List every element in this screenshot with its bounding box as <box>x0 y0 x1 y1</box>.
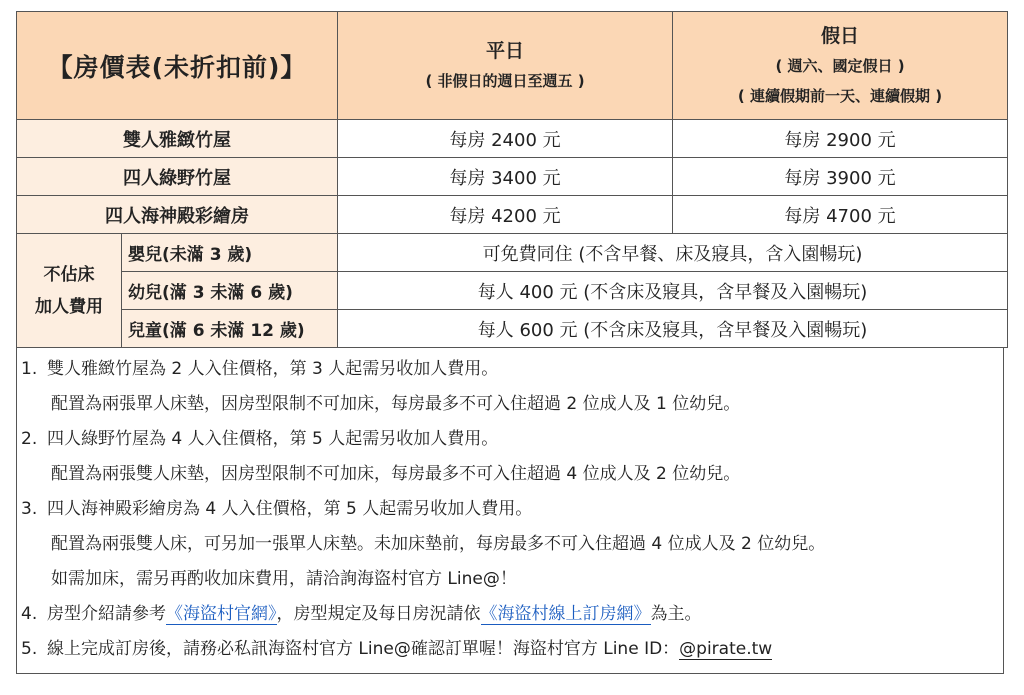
note-number: 5. <box>21 639 38 659</box>
extra-item-name: 嬰兒(未滿 3 歲) <box>122 234 338 272</box>
note-number: 3. <box>21 499 38 519</box>
holiday-price: 每房 3900 元 <box>673 158 1008 196</box>
weekday-price: 每房 4200 元 <box>338 196 673 234</box>
extra-item-price: 每人 600 元 (不含床及寢具，含早餐及入園暢玩) <box>338 310 1008 348</box>
extra-row <box>17 310 1008 348</box>
extra-item-price: 每人 400 元 (不含床及寢具，含早餐及入園暢玩) <box>338 272 1008 310</box>
price-table <box>16 11 1008 348</box>
note-detail: 配置為兩張雙人床，可另加一張單人床墊。未加床墊前，每房最多不可入住超過 4 位成人及 2 位幼兒。 <box>51 534 826 554</box>
extra-label-line1: 不佔床 <box>43 264 95 285</box>
note-detail: 配置為兩張雙人床墊，因房型限制不可加床，每房最多不可入住超過 4 位成人及 2 位幼兒。 <box>51 464 741 484</box>
note-number: 2. <box>21 429 38 449</box>
note-text: ，房型規定及每日房況請依 <box>276 604 481 624</box>
note-text: 雙人雅緻竹屋為 2 人入住價格，第 3 人起需另收加人費用。 <box>47 359 499 379</box>
room-row <box>17 158 1008 196</box>
extra-fee-label <box>17 234 122 348</box>
official-site-link[interactable]: 《海盜村官網》 <box>166 604 277 624</box>
header-row <box>17 12 1008 120</box>
room-name: 雙人雅緻竹屋 <box>17 120 338 158</box>
table-title: 【房價表(未折扣前)】 <box>17 12 338 120</box>
room-row <box>17 196 1008 234</box>
note-detail: 如需加床，需另再酌收加床費用，請洽詢海盜村官方 Line@！ <box>51 569 517 589</box>
note-text: 四人綠野竹屋為 4 人入住價格，第 5 人起需另收加人費用。 <box>47 429 499 449</box>
weekday-sub: ( 非假日的週日至週五 ) <box>425 71 585 90</box>
holiday-sub-1: ( 週六、國定假日 ) <box>775 56 905 75</box>
holiday-price: 每房 2900 元 <box>673 120 1008 158</box>
note-number: 4. <box>21 604 38 624</box>
price-sheet <box>16 11 1007 674</box>
note-text: 線上完成訂房後，請務必私訊海盜村官方 Line@確認訂單喔！海盜村官方 Line ID： <box>47 639 680 659</box>
weekday-label: 平日 <box>486 39 525 62</box>
holiday-sub-2: ( 連續假期前一天、連續假期 ) <box>737 86 943 105</box>
note-text: 為主。 <box>650 604 702 624</box>
note-text: 房型介紹請參考 <box>47 604 166 624</box>
extra-row <box>17 234 1008 272</box>
note-item <box>17 632 1003 667</box>
note-item <box>17 352 1003 387</box>
weekday-price: 每房 2400 元 <box>338 120 673 158</box>
weekday-header <box>338 12 673 120</box>
line-id: @pirate.tw <box>679 639 773 659</box>
holiday-header <box>673 12 1008 120</box>
extra-label-line2: 加人費用 <box>35 296 103 317</box>
note-number: 1. <box>21 359 38 379</box>
extra-row <box>17 272 1008 310</box>
extra-item-name: 幼兒(滿 3 未滿 6 歲) <box>122 272 338 310</box>
note-item <box>17 492 1003 527</box>
holiday-label: 假日 <box>821 24 860 47</box>
note-detail: 配置為兩張單人床墊，因房型限制不可加床，每房最多不可入住超過 2 位成人及 1 位幼兒。 <box>51 394 741 414</box>
weekday-price: 每房 3400 元 <box>338 158 673 196</box>
holiday-price: 每房 4700 元 <box>673 196 1008 234</box>
extra-item-price: 可免費同住 (不含早餐、床及寢具，含入園暢玩) <box>338 234 1008 272</box>
note-text: 四人海神殿彩繪房為 4 人入住價格，第 5 人起需另收加人費用。 <box>47 499 533 519</box>
room-row <box>17 120 1008 158</box>
notes-section <box>16 348 1004 674</box>
booking-site-link[interactable]: 《海盜村線上訂房網》 <box>480 604 651 624</box>
extra-item-name: 兒童(滿 6 未滿 12 歲) <box>122 310 338 348</box>
note-item <box>17 422 1003 457</box>
room-name: 四人海神殿彩繪房 <box>17 196 338 234</box>
room-name: 四人綠野竹屋 <box>17 158 338 196</box>
note-item <box>17 597 1003 632</box>
